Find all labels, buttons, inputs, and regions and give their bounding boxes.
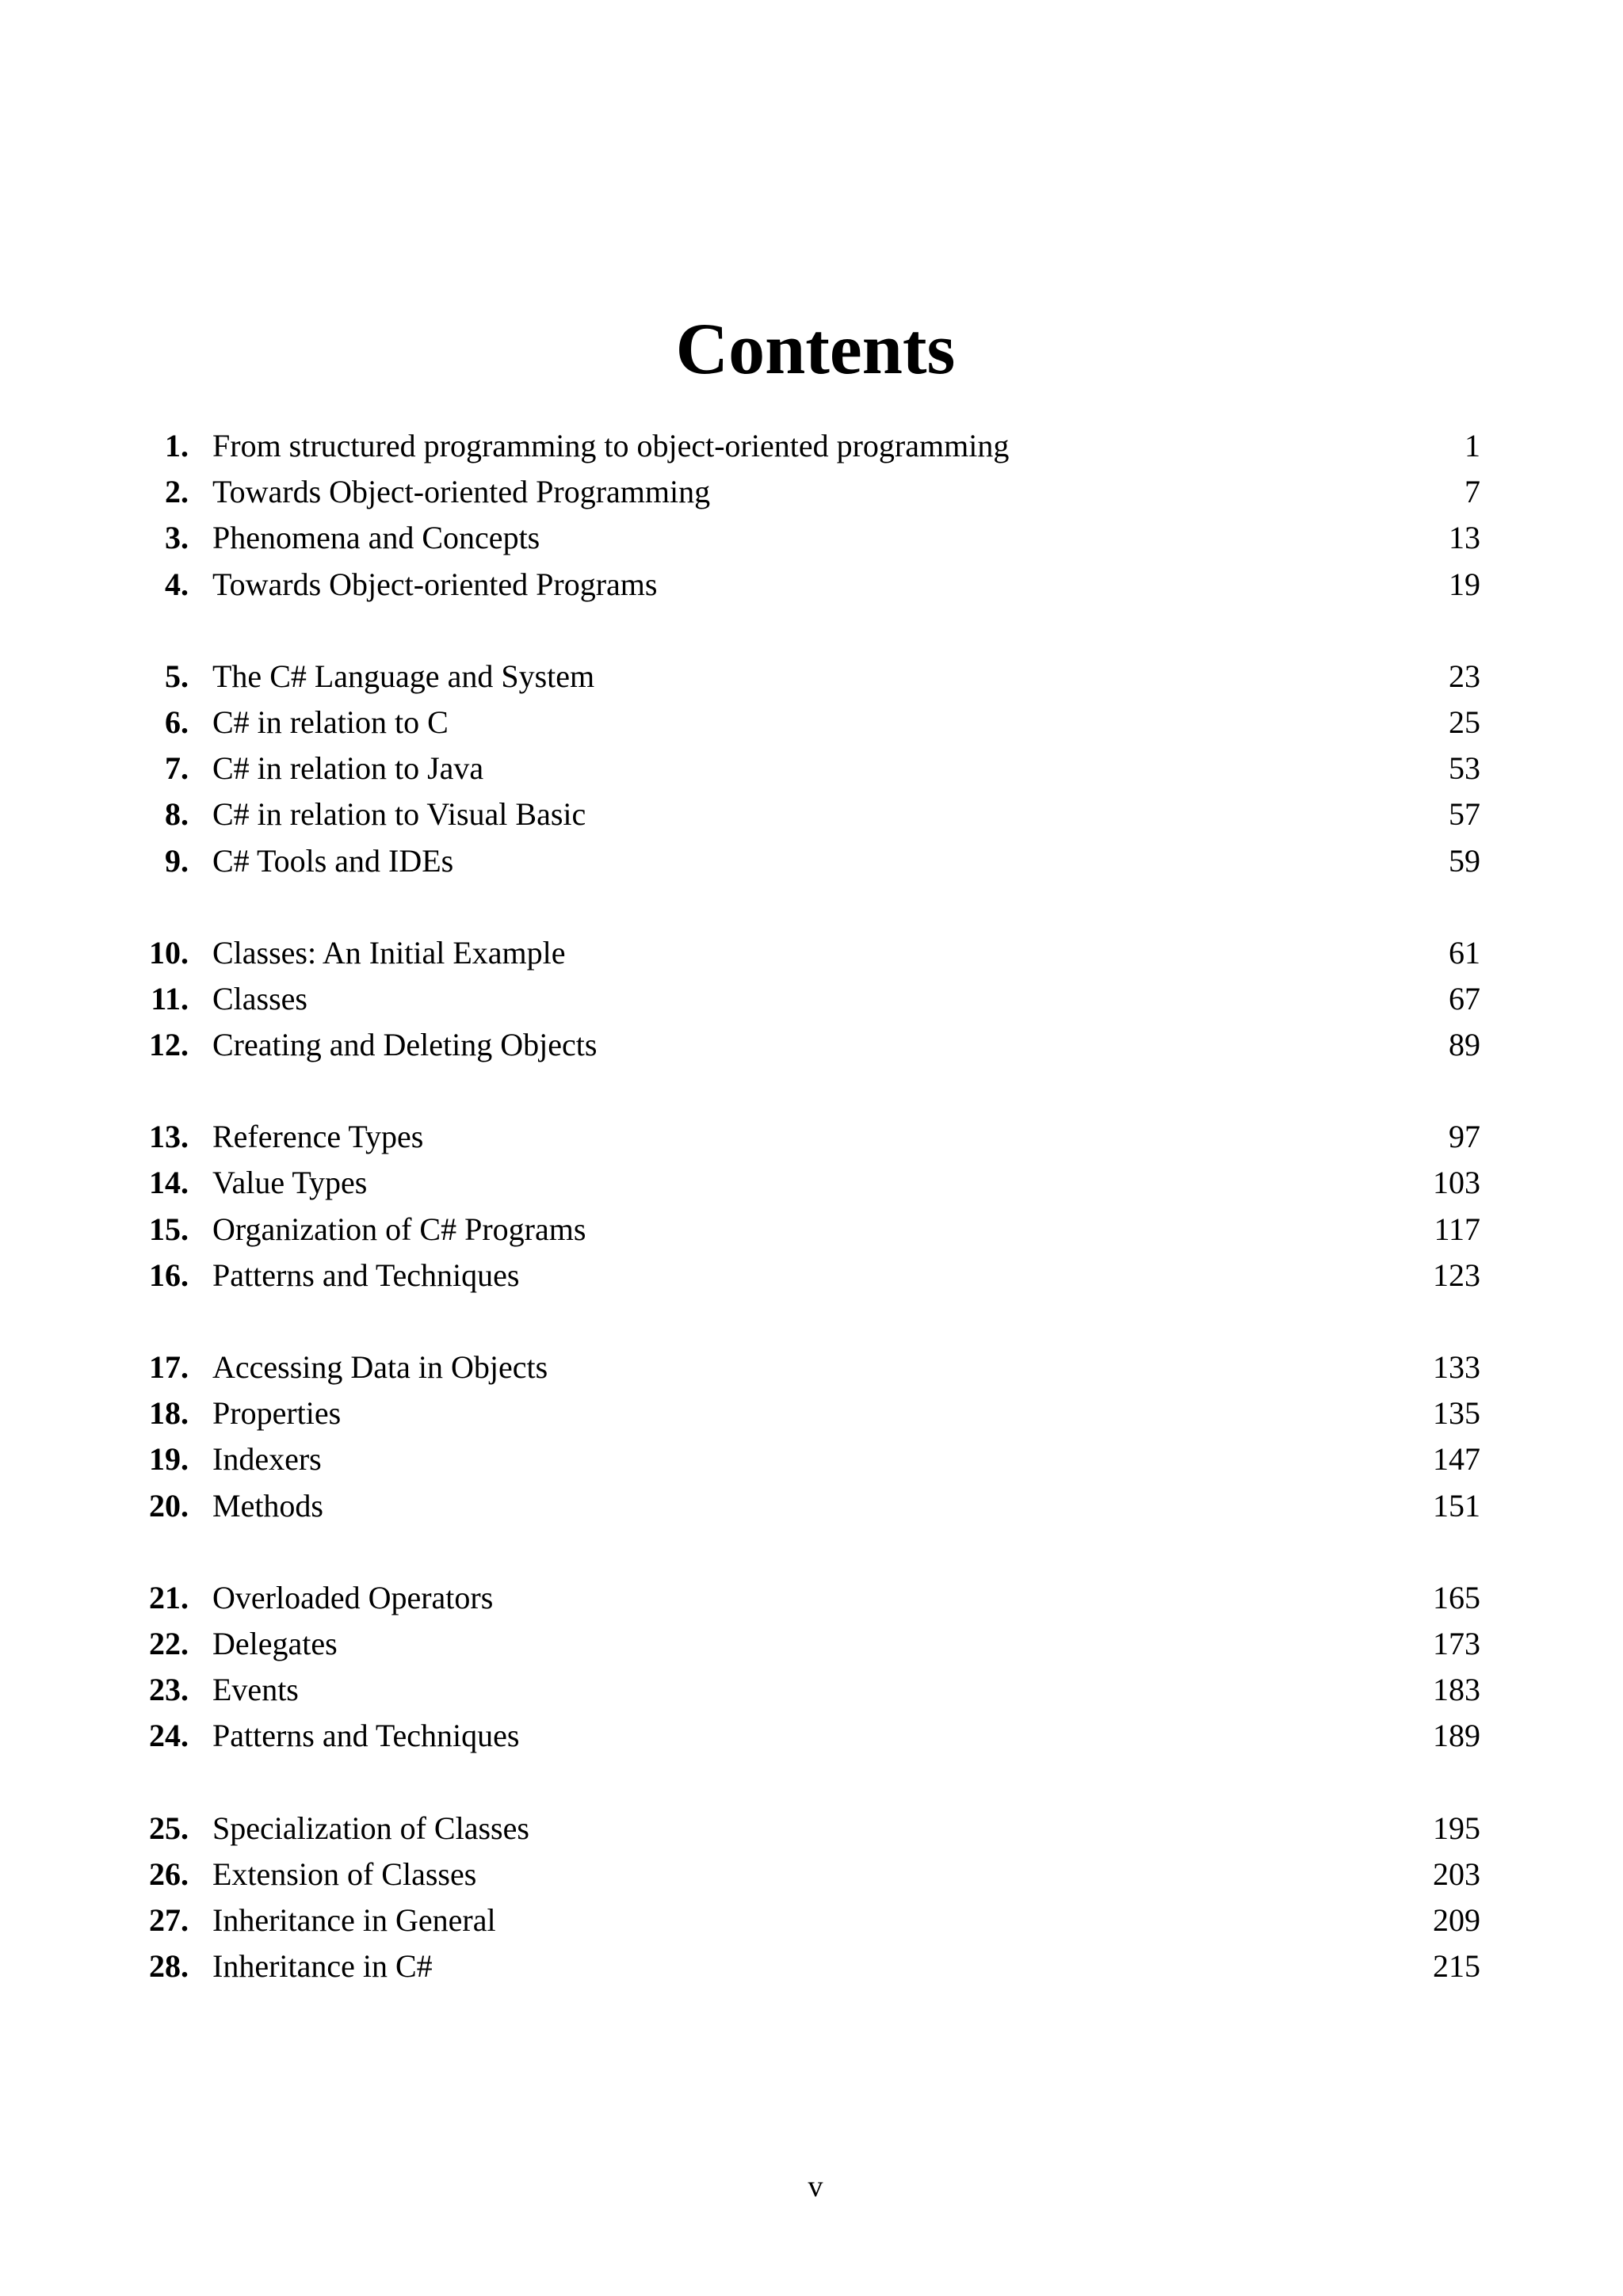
toc-entry[interactable]: [0, 976, 1623, 1022]
toc-entry-title: Indexers: [212, 1441, 322, 1478]
toc-entry-page: 203: [1433, 1855, 1480, 1892]
toc-entry[interactable]: [0, 1713, 1623, 1759]
toc-entry-page: 189: [1433, 1718, 1480, 1754]
toc-entry-number: 2.: [165, 474, 189, 510]
toc-entry-page: 23: [1449, 658, 1480, 694]
toc-entry-title: C# in relation to C: [212, 704, 449, 740]
toc-entry-number: 9.: [165, 842, 189, 879]
toc-entry-title: Specialization of Classes: [212, 1810, 529, 1846]
toc-entry-number: 18.: [149, 1395, 189, 1432]
toc-entry[interactable]: [0, 654, 1623, 700]
toc-group: [0, 654, 1623, 884]
toc-entry-page: 25: [1449, 704, 1480, 740]
toc-entry-number: 5.: [165, 658, 189, 694]
toc-entry[interactable]: [0, 1852, 1623, 1897]
toc-entry-page: 151: [1433, 1487, 1480, 1524]
toc-entry-page: 1: [1465, 428, 1480, 463]
toc-entry[interactable]: [0, 1436, 1623, 1482]
toc-entry-number: 6.: [165, 704, 189, 740]
toc-group: [0, 1114, 1623, 1299]
toc-entry[interactable]: [0, 1667, 1623, 1713]
toc-entry[interactable]: [0, 838, 1623, 884]
toc-entry-title: Patterns and Techniques: [212, 1257, 520, 1293]
toc-entry-page: 89: [1449, 1027, 1480, 1063]
toc-entry-page: 173: [1433, 1625, 1480, 1661]
toc-entry-number: 27.: [149, 1901, 189, 1938]
toc-entry-page: 147: [1433, 1441, 1480, 1478]
page-title: Contents: [675, 308, 956, 389]
toc-entry-number: 14.: [149, 1165, 189, 1201]
toc-entry-number: 24.: [149, 1718, 189, 1754]
toc-entry-title: C# in relation to Java: [212, 750, 484, 787]
toc-entry-title: Phenomena and Concepts: [212, 520, 540, 556]
toc-entry-number: 26.: [149, 1855, 189, 1892]
toc-entry[interactable]: [0, 1483, 1623, 1529]
toc-entry[interactable]: [0, 1897, 1623, 1943]
toc-entry-title: Overloaded Operators: [212, 1579, 494, 1615]
toc-entry-number: 3.: [165, 520, 189, 556]
toc-entry[interactable]: [0, 1344, 1623, 1390]
toc-entry-title: Accessing Data in Objects: [212, 1349, 548, 1385]
toc-entry-title: Organization of C# Programs: [212, 1211, 586, 1247]
toc-entry-title: Events: [212, 1672, 299, 1708]
toc-entry-page: 215: [1433, 1948, 1480, 1985]
toc-entry-title: Inheritance in C#: [212, 1948, 433, 1985]
toc-entry-title: Reference Types: [212, 1119, 424, 1155]
toc-entry-page: 53: [1449, 750, 1480, 787]
toc-entry-page: 117: [1434, 1211, 1480, 1247]
toc-entry-number: 4.: [165, 566, 189, 602]
toc-entry-title: From structured programming to object-oriented programming: [212, 428, 1010, 463]
toc-entry-number: 1.: [165, 428, 189, 463]
toc-entry-title: C# in relation to Visual Basic: [212, 796, 586, 833]
toc-entry-title: Extension of Classes: [212, 1855, 477, 1892]
toc-entry-title: Methods: [212, 1487, 323, 1524]
toc-entry[interactable]: [0, 1575, 1623, 1621]
toc-entry-title: The C# Language and System: [212, 658, 595, 694]
toc-entry-number: 16.: [149, 1257, 189, 1293]
toc-entry-title: Classes: An Initial Example: [212, 934, 566, 971]
toc-entry-page: 103: [1433, 1165, 1480, 1201]
toc-entry[interactable]: [0, 1806, 1623, 1852]
toc-entry-page: 135: [1433, 1395, 1480, 1432]
toc-entry-title: Towards Object-oriented Programming: [212, 474, 711, 510]
toc-entry[interactable]: [0, 1621, 1623, 1667]
toc-entry[interactable]: [0, 423, 1623, 469]
toc-group: [0, 1575, 1623, 1760]
toc-entry-number: 28.: [149, 1948, 189, 1985]
toc-entry[interactable]: [0, 562, 1623, 608]
toc-entry-title: Creating and Deleting Objects: [212, 1027, 598, 1063]
toc-entry[interactable]: [0, 1943, 1623, 1989]
toc-entry-page: 67: [1449, 980, 1480, 1016]
toc-entry-number: 8.: [165, 796, 189, 833]
toc-entry-number: 19.: [149, 1441, 189, 1478]
toc-entry-number: 17.: [149, 1349, 189, 1385]
toc-entry-page: 195: [1433, 1810, 1480, 1846]
toc-entry[interactable]: [0, 515, 1623, 561]
toc-entry-title: Value Types: [212, 1165, 368, 1201]
toc-entry[interactable]: [0, 930, 1623, 976]
toc-entry-number: 23.: [149, 1672, 189, 1708]
toc-entry[interactable]: [0, 469, 1623, 515]
toc-entry-number: 20.: [149, 1487, 189, 1524]
toc-entry-page: 165: [1433, 1579, 1480, 1615]
toc-entry[interactable]: [0, 1114, 1623, 1160]
toc-entry[interactable]: [0, 1253, 1623, 1299]
toc-entry-title: Classes: [212, 980, 307, 1016]
toc-entry-page: 13: [1449, 520, 1480, 556]
toc-entry-page: 61: [1449, 934, 1480, 971]
toc-entry-number: 21.: [149, 1579, 189, 1615]
toc-group: [0, 1344, 1623, 1529]
toc-entry-page: 183: [1433, 1672, 1480, 1708]
page-number: v: [808, 2170, 823, 2203]
toc-entry-page: 97: [1449, 1119, 1480, 1155]
toc-entry[interactable]: [0, 791, 1623, 837]
toc-entry[interactable]: [0, 1207, 1623, 1253]
toc-entry-number: 10.: [149, 934, 189, 971]
toc-entry-title: Inheritance in General: [212, 1901, 496, 1938]
toc-entry-number: 13.: [149, 1119, 189, 1155]
toc-entry-number: 12.: [149, 1027, 189, 1063]
toc-entry-title: Delegates: [212, 1625, 338, 1661]
toc-entry-page: 209: [1433, 1901, 1480, 1938]
toc-entry-title: Patterns and Techniques: [212, 1718, 520, 1754]
toc-entry-number: 15.: [149, 1211, 189, 1247]
toc-entry-number: 22.: [149, 1625, 189, 1661]
toc-entry-title: Properties: [212, 1395, 342, 1432]
toc-entry-page: 133: [1433, 1349, 1480, 1385]
toc-entry-page: 7: [1465, 474, 1480, 510]
toc-entry[interactable]: [0, 1022, 1623, 1068]
toc-entry-page: 19: [1449, 566, 1480, 602]
toc-entry-page: 123: [1433, 1257, 1480, 1293]
table-of-contents: [0, 423, 1623, 2035]
toc-group: [0, 423, 1623, 608]
toc-entry[interactable]: [0, 700, 1623, 746]
toc-entry-page: 57: [1449, 796, 1480, 833]
toc-entry-title: C# Tools and IDEs: [212, 842, 454, 879]
toc-entry[interactable]: [0, 1160, 1623, 1206]
toc-group: [0, 930, 1623, 1069]
toc-group: [0, 1806, 1623, 1990]
toc-entry-number: 11.: [151, 980, 189, 1016]
toc-entry-title: Towards Object-oriented Programs: [212, 566, 658, 602]
toc-entry-page: 59: [1449, 842, 1480, 879]
toc-entry-number: 7.: [165, 750, 189, 787]
toc-entry[interactable]: [0, 746, 1623, 791]
toc-entry[interactable]: [0, 1390, 1623, 1436]
toc-entry-number: 25.: [149, 1810, 189, 1846]
